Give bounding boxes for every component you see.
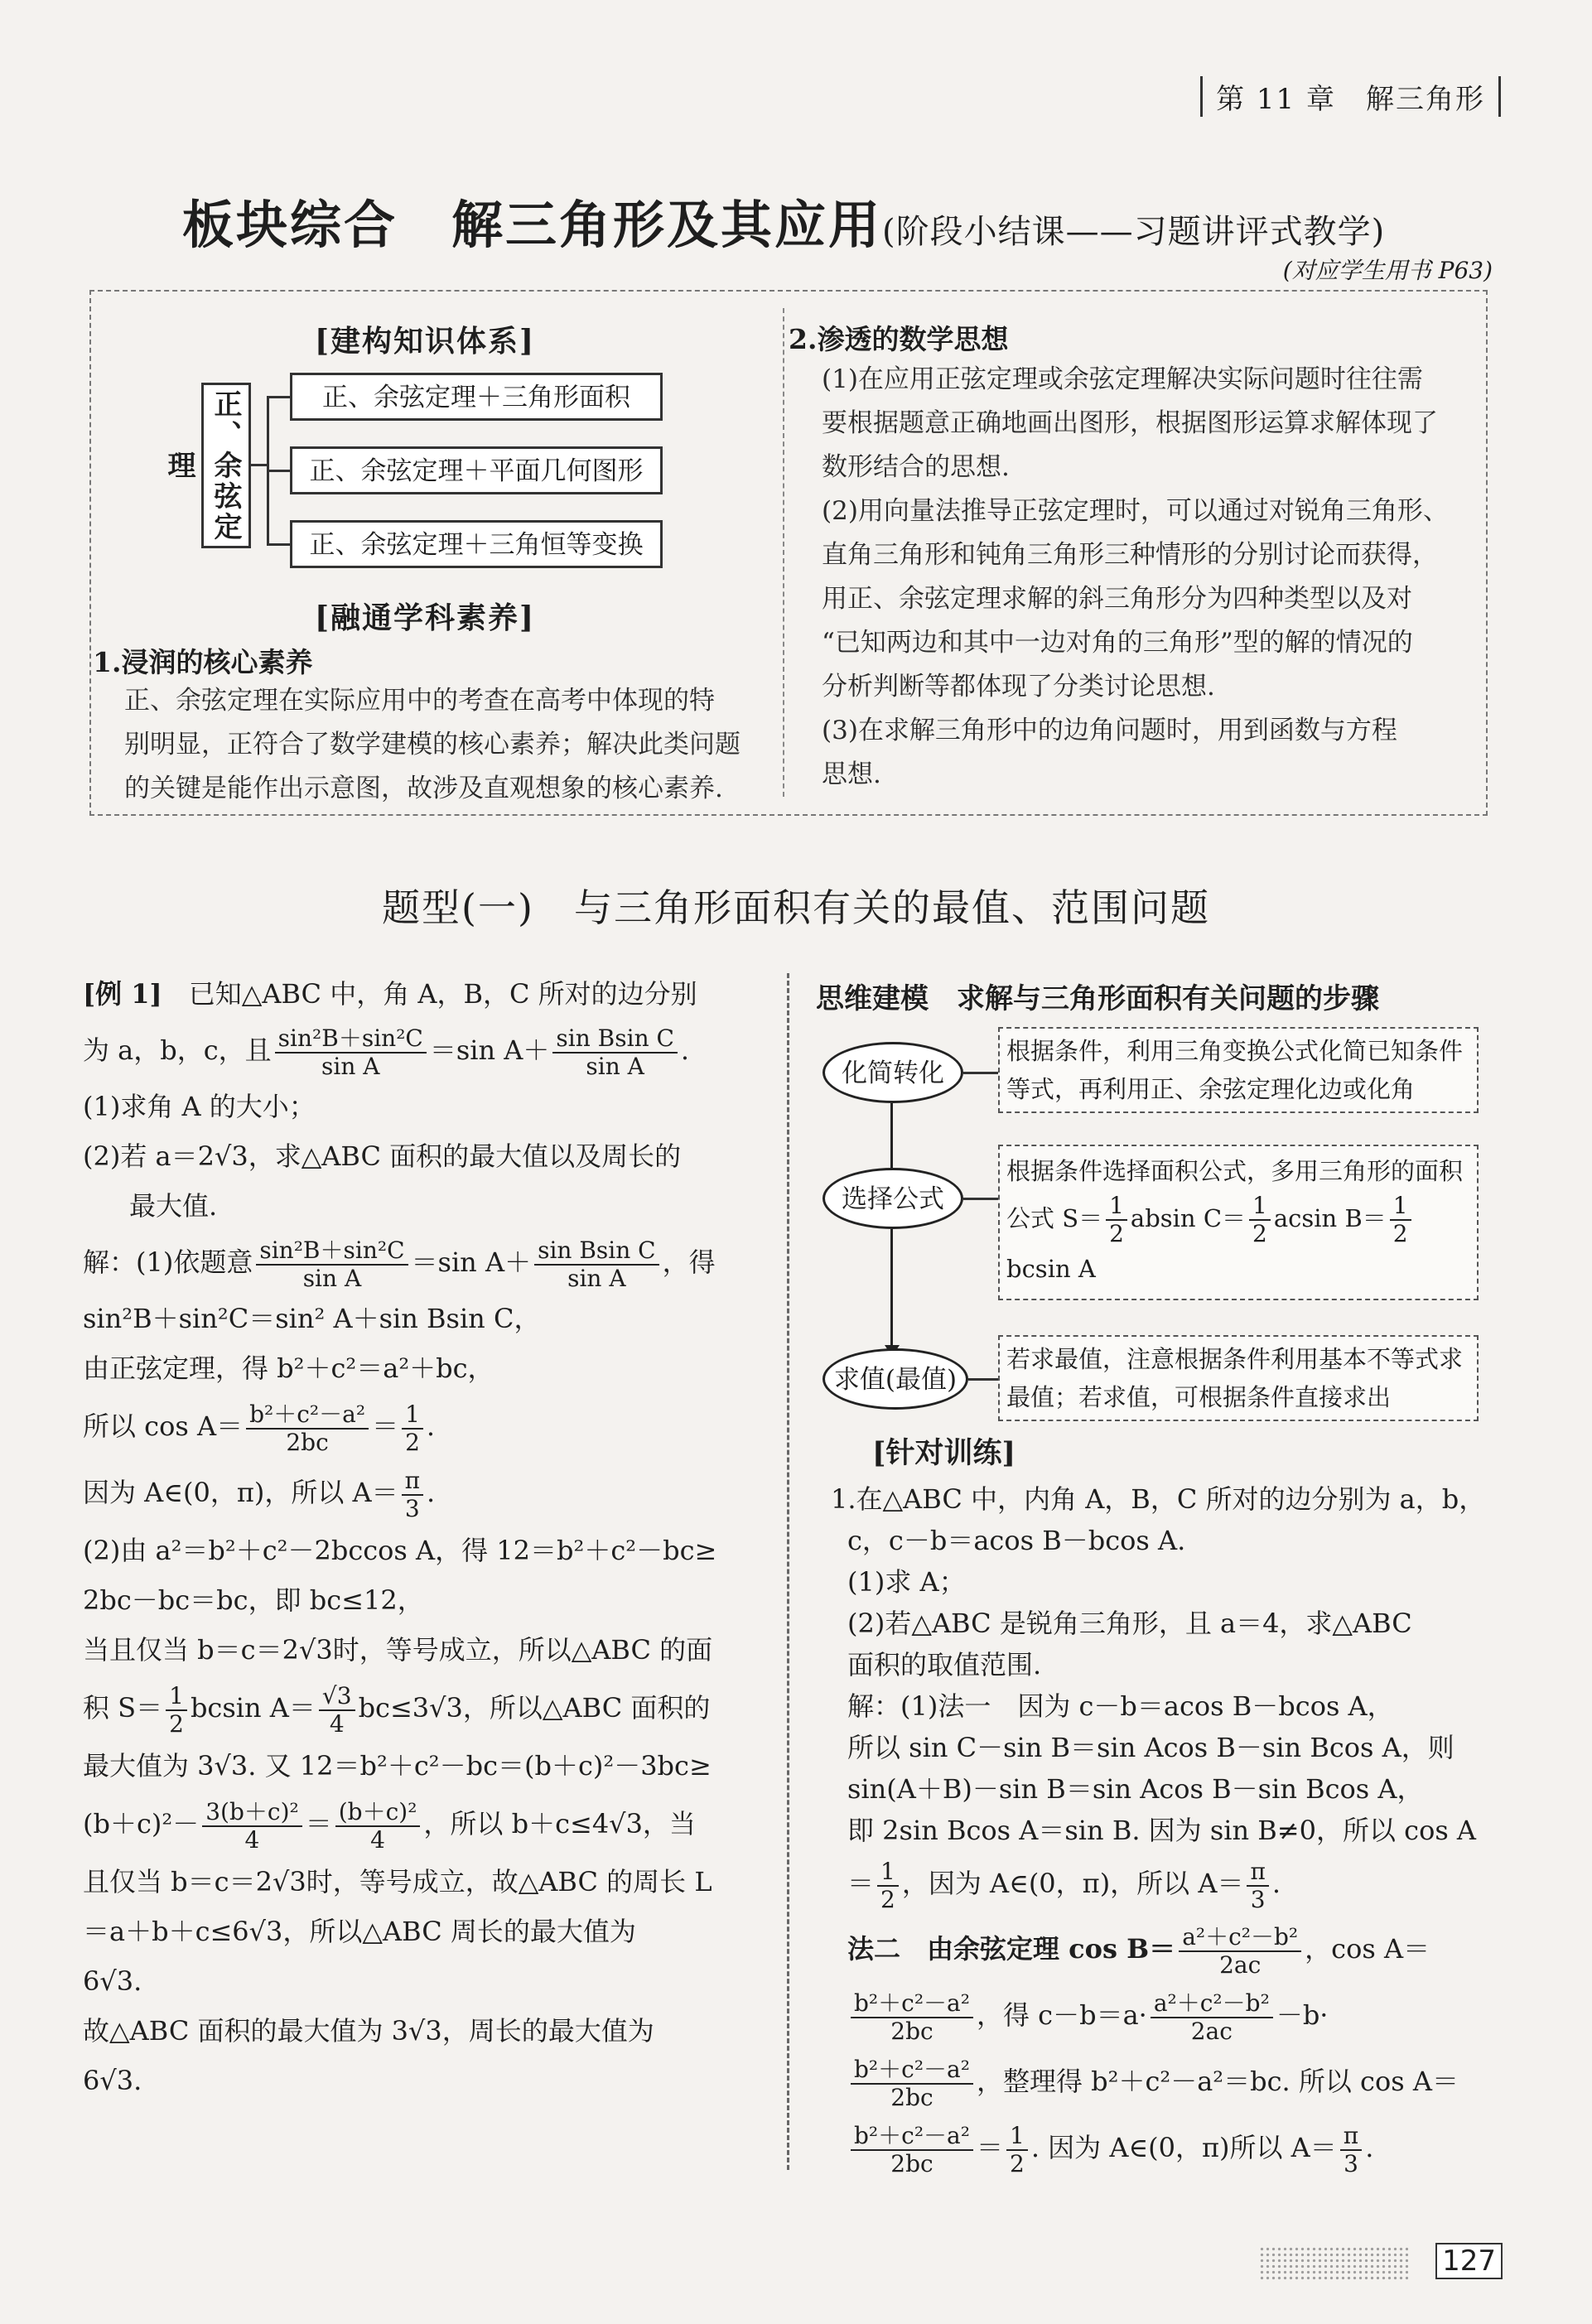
question-part: (2)若 a＝2√3，求△ABC 面积的最大值以及周长的 [83,1140,682,1172]
connector [267,543,290,546]
fraction [1340,2123,1362,2177]
fraction [1247,1859,1268,1913]
denominator: 2 [1392,1220,1408,1247]
numerator: 1 [166,1683,187,1711]
fraction [256,1237,408,1292]
branch-node: 正、余弦定理＋三角恒等变换 [290,520,663,568]
solution-text: (2)由 a²＝b²＋c²－2bccos A，得 12＝b²＋c²－bc≥ [83,1535,717,1566]
example-text: ＝sin A＋ [429,1034,550,1066]
solution-text: bc≤3√3，所以△ABC 面积的 [358,1692,711,1724]
solution-text: 故△ABC 面积的最大值为 3√3，周长的最大值为 [83,2015,654,2047]
knowledge-heading: [建构知识体系] [315,324,536,359]
denominator: 2 [880,1885,895,1913]
numerator: π [1340,2123,1362,2151]
solution-text: ＝ [976,2132,1003,2163]
denominator: 3 [404,1494,420,1522]
step-description [998,1145,1479,1300]
numerator: b²＋c²－a² [851,2123,973,2151]
core-title: 1.浸润的核心素养 [93,646,313,678]
thinking-line: 用正、余弦定理求解的斜三角形分为四种类型以及对 [822,584,1412,614]
flow-arrow [890,1229,893,1353]
core-line: 别明显，正符合了数学建模的核心素养；解决此类问题 [124,730,741,759]
fraction [166,1683,187,1738]
core-line: 正、余弦定理在实际应用中的考查在高考中体现的特 [124,686,715,716]
denominator: sin A [321,1052,380,1080]
solution-text: 6√3. [83,1965,142,1997]
thinking-line: “已知两边和其中一边对角的三角形”型的解的情况的 [822,628,1413,658]
solution-text: ，cos A＝ [1305,1933,1430,1965]
numerator: 1 [877,1859,899,1887]
solution-text: 解：(1)依题意 [83,1246,253,1278]
question-text: c，c－b＝acos B－bcos A. [847,1525,1186,1556]
desc-text: bcsin A [1006,1255,1096,1283]
thinking-line: 直角三角形和钝角三角形三种情形的分别讨论而获得， [822,540,1438,570]
step-ellipse: 选择公式 [823,1168,963,1229]
denominator: 4 [329,1709,345,1738]
fraction [1249,1193,1271,1247]
solution-text: ＝sin A＋ [411,1246,532,1278]
fraction [246,1401,369,1456]
numerator: π [1247,1859,1268,1887]
page-title [182,184,1385,258]
step-description: 若求最值，注意根据条件利用基本不等式求最值；若求值，可根据条件直接求出 [998,1335,1479,1421]
denominator: 2bc [286,1428,329,1456]
fraction [275,1025,427,1080]
core-line: 的关键是能作出示意图，故涉及直观想象的核心素养. [124,774,723,803]
thinking-line: (3)在求解三角形中的边角问题时，用到函数与方程 [822,716,1397,745]
fraction [1106,1193,1127,1247]
connector [963,1072,998,1074]
desc-text: 根据条件选择面积公式，多用三角形的面积公式 S＝ [1006,1157,1464,1232]
thinking-line: (2)用向量法推导正弦定理时，可以通过对锐角三角形、 [822,496,1449,526]
fraction [1390,1193,1411,1247]
thinking-text [822,358,1484,797]
solution-text: (b＋c)²－ [83,1808,200,1839]
step-ellipse: 求值(最值) [823,1348,968,1410]
denominator: 2 [405,1428,420,1456]
fraction [202,1799,302,1854]
step-description: 根据条件，利用三角变换公式化简已知条件等式，再利用正、余弦定理化边或化角 [998,1027,1479,1113]
solution-text: ＝ [305,1808,332,1839]
solution-text: ＝ [372,1410,399,1442]
denominator: 4 [244,1825,260,1854]
numerator: (b＋c)² [335,1799,421,1827]
solution-text: 所以 cos A＝ [83,1410,244,1442]
numerator: sin Bsin C [552,1025,678,1054]
solution-text: ，因为 A∈(0，π)，所以 A＝ [901,1868,1244,1899]
solution-text: ，所以 b＋c≤4√3，当 [423,1808,696,1839]
numerator: π [402,1468,423,1496]
example-column: [例 1] 已知△ABC 中，角 A，B，C 所对的边分别 为 a，b，c，且 $\frac{\text{sin²B＋sin²C}}{\text{sin A}}$ ＝sin A＋ $\frac{\text{sin Bsin C}}{\text{sin A}}$ . (1)求角 A 的大小； (2)若 a＝2√3，求△ABC 面积的最大值以及周长的 最大值. 解：(1)依题意 $\frac{\text{sin²B＋sin²C}}{\text{sin A}}$ ＝sin A＋ $\frac{\text{sin Bsin C}}{\text{sin A}}$ ，得 sin²B＋sin²C＝sin² A＋sin Bsin C， 由正弦定理，得 b²＋c²＝a²＋bc， 所以 cos A＝ $\frac{\text{b²＋c²－a²}}{2bc}$ ＝ $\frac{1}{2}$ . 因为 A∈(0，π)，所以 A＝ $\frac{\pi}{3}$ . (2)由 a²＝b²＋c²－2bccos A，得 12＝b²＋c²－bc≥ 2bc－bc＝bc，即 bc≤12， 当且仅当 b＝c＝2√3时，等号成立，所以△ABC 的面 积 S＝ $\frac{1}{2}$ bcsin A＝ $\frac{√3}{4}$ bc≤3√3，所以△ABC 面积的 最大值为 3√3. 又 12＝b²＋c²－bc＝(b＋c)²－3bc≥ (b＋c)²－ $\frac{\text{3(b＋c)²}}{4}$ ＝ $\frac{\text{(b＋c)²}}{4}$ ，所以 b＋c≤4√3，当 且仅当 b＝c＝2√3时，等号成立，故△ABC 的周长 L ＝a＋b＋c≤6√3，所以△ABC 周长的最大值为 6√3. 故△ABC 面积的最大值为 3√3，周长的最大值为 6√3. [83,969,770,2105]
fraction [319,1683,355,1738]
step-ellipse: 化简转化 [823,1042,963,1103]
numerator: 1 [1106,1193,1127,1221]
fraction [877,1859,899,1913]
solution-text: 6√3. [83,2065,142,2096]
solution-text: sin(A＋B)－sin B＝sin Acos B－sin Bcos A， [847,1773,1424,1805]
solution-text: 积 S＝ [83,1692,163,1724]
denominator: 2 [1252,1220,1267,1247]
denominator: 3 [1344,2149,1358,2177]
denominator: 2 [169,1709,184,1738]
numerator: sin²B＋sin²C [256,1237,408,1266]
connector [963,1198,998,1200]
denominator: 3 [1250,1885,1266,1913]
fraction [534,1237,659,1292]
numerator: b²＋c²－a² [851,1990,973,2018]
solution-text: 所以 sin C－sin B＝sin Acos B－sin Bcos A，则 [847,1732,1455,1763]
desc-text: acsin B＝ [1273,1204,1387,1232]
solution-text: bcsin A＝ [190,1692,316,1724]
thinking-line: 要根据题意正确地画出图形，根据图形运算求解体现了 [822,408,1438,438]
connector [267,396,290,398]
example-text: 为 a，b，c，且 [83,1034,272,1066]
solution-text: 且仅当 b＝c＝2√3时，等号成立，故△ABC 的周长 L [83,1866,712,1897]
question-part: 最大值. [129,1190,218,1222]
solution-text: 当且仅当 b＝c＝2√3时，等号成立，所以△ABC 的面 [83,1634,713,1666]
title-sub: (阶段小结课——习题讲评式教学) [882,213,1386,251]
denominator: 2bc [890,2149,933,2177]
root-node: 正、余弦定理 [201,383,251,548]
literacy-heading: [融通学科素养] [315,600,536,635]
numerator: 1 [402,1401,423,1430]
practice-heading: [针对训练] [872,1436,1016,1470]
solution-text: 2bc－bc＝bc，即 bc≤12， [83,1584,424,1616]
example-text: 已知△ABC 中，角 A，B，C 所对的边分别 [188,978,697,1010]
solution-text: 解：(1)法一 因为 c－b＝acos B－bcos A， [847,1690,1394,1722]
denominator: 2ac [1219,1950,1262,1979]
connector [267,470,290,472]
chapter-header: 第 11 章 解三角形 [1200,76,1501,117]
denominator: 2 [1010,2149,1025,2177]
connector [251,464,268,466]
solution-text: ＝a＋b＋c≤6√3，所以△ABC 周长的最大值为 [83,1916,636,1947]
solution-text: －b· [1276,1999,1329,2031]
fraction [851,1990,973,2045]
solution-text: 即 2sin Bcos A＝sin B. 因为 sin B≠0，所以 cos A [847,1815,1477,1846]
flow-arrow [890,1103,893,1178]
denominator: 2bc [890,2017,933,2045]
solution-text: ＝ [847,1868,875,1899]
denominator: 2bc [890,2083,933,2111]
thinking-line: 分析判断等都体现了分类讨论思想. [822,672,1215,702]
denominator: sin A [567,1264,626,1292]
numerator: 1 [1006,2123,1028,2151]
question-text: (2)若△ABC 是锐角三角形，且 a＝4，求△ABC [847,1608,1412,1639]
decorative-dots [1259,2246,1408,2281]
numerator: 1 [1390,1193,1411,1221]
model-title: 思维建模 求解与三角形面积有关问题的步骤 [816,982,1379,1015]
connector [968,1378,998,1381]
book-reference: (对应学生用书 P63) [1282,257,1493,284]
solution-text: ，得 [662,1246,716,1278]
denominator: 4 [370,1825,385,1854]
numerator: 1 [1249,1193,1271,1221]
fraction [402,1468,423,1522]
fraction [1006,2123,1028,2177]
question-text: 1.在△ABC 中，内角 A，B，C 所对的边分别为 a，b， [831,1483,1486,1515]
numerator: sin Bsin C [534,1237,659,1266]
thinking-line: 思想. [822,759,881,789]
fraction [851,2123,973,2177]
fraction [335,1799,421,1854]
denominator: sin A [302,1264,362,1292]
fraction [1179,1924,1301,1979]
numerator: 3(b＋c)² [202,1799,302,1827]
denominator: 2ac [1190,2017,1233,2045]
fraction [851,2056,973,2111]
numerator: b²＋c²－a² [851,2056,973,2085]
solution-text: 由正弦定理，得 b²＋c²＝a²＋bc， [83,1352,494,1384]
fraction [552,1025,678,1080]
question-part: (1)求角 A 的大小； [83,1091,316,1122]
question-text: 面积的取值范围. [847,1649,1042,1680]
numerator: √3 [319,1683,355,1711]
fraction [402,1401,423,1456]
denominator: 2 [1109,1220,1124,1247]
page-number: 127 [1435,2243,1503,2279]
numerator: a²＋c²－b² [1151,1990,1273,2018]
example-label: [例 1] [83,978,162,1010]
practice-column: [针对训练] 1.在△ABC 中，内角 A，B，C 所对的边分别为 a，b， c，c－b＝acos B－bcos A. (1)求 A； (2)若△ABC 是锐角三角形，且 a＝4，求△ABC 面积的取值范围. 解：(1)法一 因为 c－b＝acos B－bcos A， 所以 sin C－sin B＝sin Acos B－sin Bcos A，则 sin(A＋B)－sin B＝sin Acos B－sin Bcos A， 即 2sin Bcos A＝sin B. 因为 sin B≠0，所以 cos A ＝ $\frac{1}{2}$ ，因为 A∈(0，π)，所以 A＝ $\frac{\pi}{3}$ . 法二 由余弦定理 cos B＝ $\frac{\text{a²＋c²－b²}}{2ac}$ ，cos A＝ $\frac{\text{b²＋c²－a²}}{2bc}$ ，得 c－b＝a· $\frac{\text{a²＋c²－b²}}{2ac}$ －b· $\frac{\text{b²＋c²－a²}}{2bc}$ ，整理得 b²＋c²－a²＝bc. 所以 cos A＝ $\frac{\text{b²＋c²－a²}}{2bc}$ ＝ $\frac{1}{2}$ . 因为 A∈(0，π)所以 A＝ $\frac{\pi}{3}$ . [831,1429,1493,2181]
title-main: 板块综合 解三角形及其应用 [182,195,883,255]
solution-text: 因为 A∈(0，π)，所以 A＝ [83,1477,398,1508]
fraction [1151,1990,1273,2045]
solution-text: 最大值为 3√3. 又 12＝b²＋c²－bc＝(b＋c)²－3bc≥ [83,1750,712,1782]
box-divider [783,308,784,797]
branch-node: 正、余弦定理＋平面几何图形 [290,446,663,494]
solution-text: . 因为 A∈(0，π)所以 A＝ [1030,2132,1337,2163]
numerator: a²＋c²－b² [1179,1924,1301,1952]
question-text: (1)求 A； [847,1566,966,1598]
desc-text: absin C＝ [1130,1204,1247,1232]
branch-node: 正、余弦定理＋三角形面积 [290,373,663,421]
solution-text: ，得 c－b＝a· [976,1999,1147,2031]
solution-text: sin²B＋sin²C＝sin² A＋sin Bsin C， [83,1303,541,1334]
section-title: 题型(一) 与三角形面积有关的最值、范围问题 [382,885,1210,930]
solution-text: ，整理得 b²＋c²－a²＝bc. 所以 cos A＝ [976,2066,1459,2097]
thinking-line: 数形结合的思想. [822,452,1010,482]
column-divider [787,973,789,2170]
numerator: sin²B＋sin²C [275,1025,427,1054]
thinking-line: (1)在应用正弦定理或余弦定理解决实际问题时往往需 [822,364,1423,394]
solution-text: 法二 由余弦定理 cos B＝ [847,1933,1176,1965]
denominator: sin A [586,1052,644,1080]
thinking-title: 2.渗透的数学思想 [789,323,1009,355]
numerator: b²＋c²－a² [246,1401,369,1430]
